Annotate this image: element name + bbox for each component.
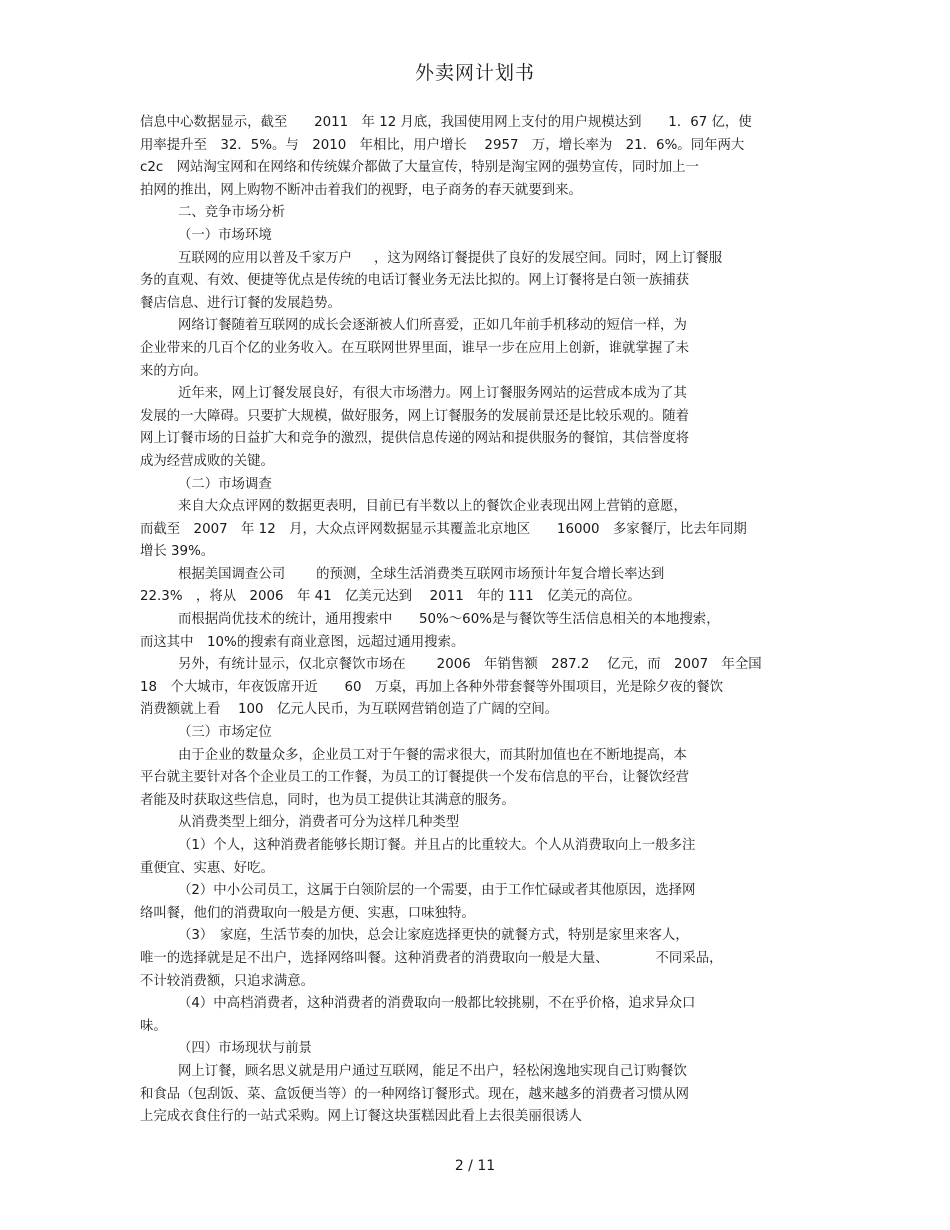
text-line: 用率提升至 32．5%。与 2010 年相比，用户增长 2957 万，增长率为 21．6%。同年两大: [140, 137, 745, 153]
text-line: （4）中高档消费者，这种消费者的消费取向一般都比较挑剔，不在乎价格，追求异众口: [178, 996, 696, 1012]
text-line: 增长 39%。: [140, 544, 215, 560]
text-line: （3） 家庭，生活节奏的加快，总会让家庭选择更快的就餐方式，特别是家里来客人，: [178, 928, 689, 944]
text-line: （二）市场调查: [178, 476, 272, 492]
text-line: 成为经营成败的关键。: [140, 453, 274, 469]
text-line: （1）个人，这种消费者能够长期订餐。并且占的比重较大。个人从消费取向上一般多注: [178, 838, 696, 853]
text-line: 平台就主要针对各个企业员工的工作餐，为员工的订餐提供一个发布信息的平台，让餐饮经营: [140, 770, 690, 786]
text-line: （四）市场现状与前景: [178, 1041, 312, 1057]
text-line: 由于企业的数量众多，企业员工对于午餐的需求很大，而其附加值也在不断地提高，本: [178, 747, 687, 763]
body-text: [140, 112, 820, 1129]
text-line: 拍网的推出，网上购物不断冲击着我们的视野，电子商务的春天就要到来。: [140, 182, 582, 198]
text-line: 唯一的选择就是足不出户，选择网络叫餐。这种消费者的消费取向一般是大量、 不同采品，: [140, 950, 723, 966]
text-line: 味。: [140, 1018, 167, 1034]
text-line: 来的方向。: [140, 363, 207, 379]
text-line: c2c 网站淘宝网和在网络和传统媒介都做了大量宣传，特别是淘宝网的强势宣传，同时加上一: [140, 160, 699, 176]
text-line: 18 个大城市，年夜饭席开近 60 万桌，再加上各种外带套餐等外围项目，光是除夕夜的餐饮: [140, 679, 724, 695]
text-line: 另外，有统计显示，仅北京餐饮市场在 2006 年销售额 287.2 亿元，而 2007 年全国: [178, 657, 762, 673]
page-number: 2 / 11: [454, 1158, 496, 1174]
text-line: 务的直观、有效、便捷等优点是传统的电话订餐业务无法比拟的。网上订餐将是白领一族捕获: [140, 273, 690, 289]
text-line: 企业带来的几百个亿的业务收入。在互联网世界里面，谁早一步在应用上创新，谁就掌握了未: [140, 340, 690, 356]
text-line: 22.3% ，将从 2006 年 41 亿美元达到 2011 年的 111 亿美元的高位。: [140, 589, 641, 605]
text-line: 网上订餐，顾名思义就是用户通过互联网，能足不出户，轻松闲逸地实现自己订购餐饮: [178, 1063, 687, 1079]
text-line: 上完成衣食住行的一站式采购。网上订餐这块蛋糕因此看上去很美丽很诱人: [140, 1109, 582, 1125]
text-line: 发展的一大障碍。只要扩大规模，做好服务，网上订餐服务的发展前景还是比较乐观的。随着: [140, 408, 690, 424]
page-title: 外卖网计划书: [414, 62, 535, 84]
text-line: 餐店信息、进行订餐的发展趋势。: [140, 295, 341, 311]
text-line: 者能及时获取这些信息，同时，也为员工提供让其满意的服务。: [140, 792, 515, 808]
text-line: 信息中心数据显示，截至 2011 年 12 月底，我国使用网上支付的用户规模达到 1．67 亿，使: [140, 115, 752, 130]
text-line: 不计较消费额，只追求满意。: [140, 973, 315, 989]
text-line: 和食品（包刮饭、菜、盒饭便当等）的一种网络订餐形式。现在，越来越多的消费者习惯从网: [140, 1086, 690, 1102]
text-line: （三）市场定位: [178, 725, 272, 741]
text-line: 从消费类型上细分，消费者可分为这样几种类型: [178, 815, 460, 831]
text-line: 近年来，网上订餐发展良好，有很大市场潜力。网上订餐服务网站的运营成本成为了其: [178, 386, 687, 402]
text-line: 根据美国调查公司 的预测，全球生活消费类互联网市场预计年复合增长率达到: [178, 566, 665, 582]
text-line: 重便宜、实惠、好吃。: [140, 860, 274, 876]
text-line: 二、竞争市场分析: [178, 205, 286, 221]
text-line: 络叫餐，他们的消费取向一般是方便、实惠，口味独特。: [140, 905, 475, 921]
text-line: 而这其中 10%的搜索有商业意图，远超过通用搜索。: [140, 634, 465, 650]
text-line: 网上订餐市场的日益扩大和竞争的激烈，提供信息传递的网站和提供服务的餐馆，其信誉度将: [140, 431, 690, 447]
text-line: （一）市场环境: [178, 227, 272, 243]
text-line: 互联网的应用以普及千家万户 ，这为网络订餐提供了良好的发展空间。同时，网上订餐服: [178, 250, 723, 266]
text-line: 而根据尚优技术的统计，通用搜索中 50%～60%是与餐饮等生活信息相关的本地搜索，: [178, 612, 720, 628]
text-line: （2）中小公司员工，这属于白领阶层的一个需要，由于工作忙碌或者其他原因，选择网: [178, 883, 696, 899]
text-line: 来自大众点评网的数据更表明，目前已有半数以上的餐饮企业表现出网上营销的意愿，: [178, 499, 687, 515]
text-line: 消费额就上看 100 亿元人民币，为互联网营销创造了广阔的空间。: [140, 702, 559, 718]
text-line: 而截至 2007 年 12 月，大众点评网数据显示其覆盖北京地区 16000 多家餐厅，比去年同期: [140, 521, 747, 537]
text-line: 网络订餐随着互联网的成长会逐渐被人们所喜爱，正如几年前手机移动的短信一样，为: [178, 318, 687, 334]
